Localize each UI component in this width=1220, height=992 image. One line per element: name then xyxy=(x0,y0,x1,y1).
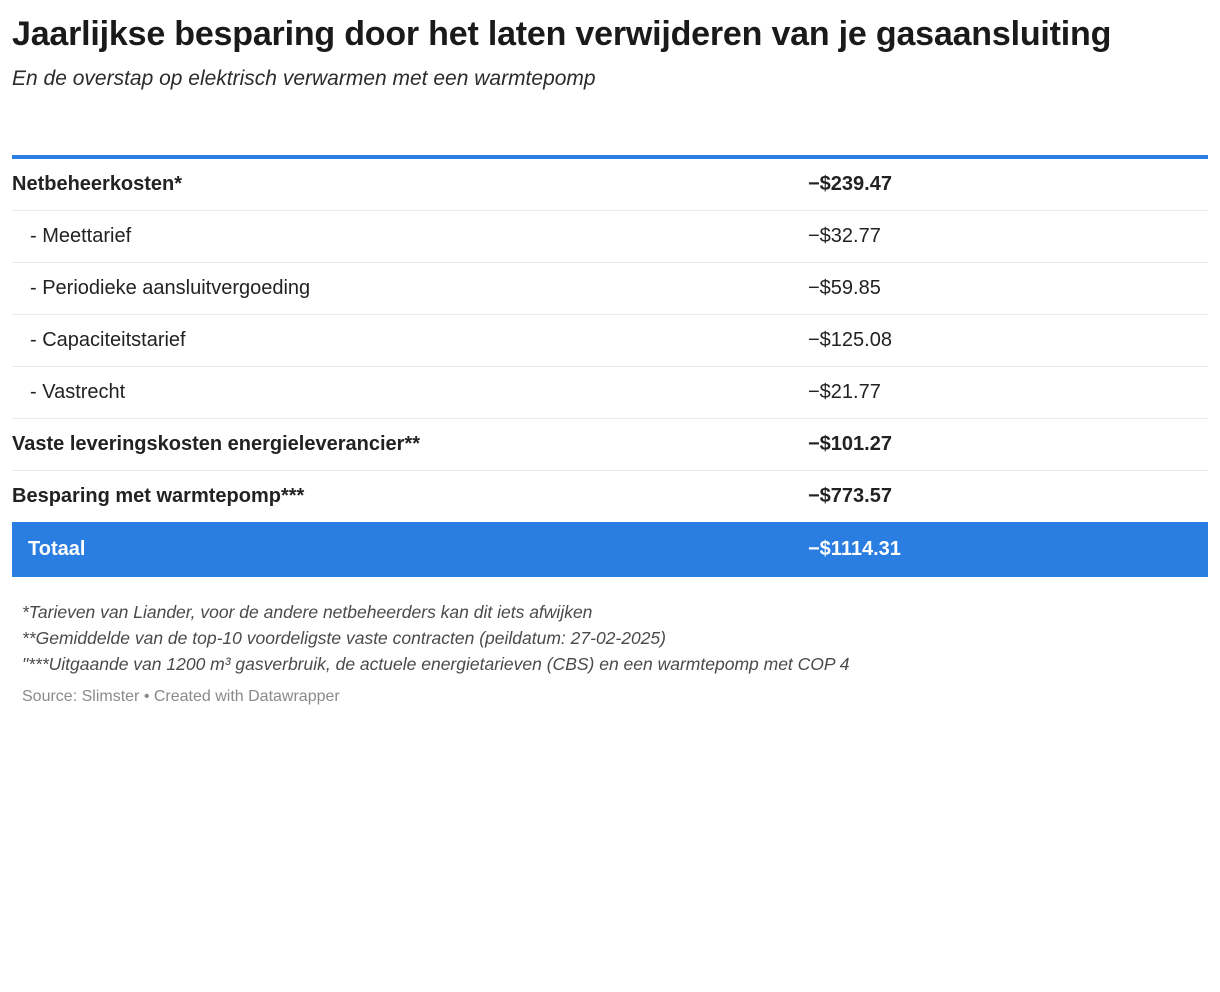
row-value: −$125.08 xyxy=(808,314,1208,366)
table-row xyxy=(12,159,1208,211)
footnote-2: **Gemiddelde van de top-10 voordeligste vaste contracten (peildatum: 27-02-2025) xyxy=(22,628,666,649)
row-value: −$773.57 xyxy=(808,484,892,507)
table-row xyxy=(12,210,1208,262)
row-label: Besparing met warmtepomp*** xyxy=(12,484,305,507)
total-value: −$1114.31 xyxy=(808,522,1208,577)
row-value: −$239.47 xyxy=(808,159,1208,211)
footnotes xyxy=(12,599,1208,678)
row-value: −$101.27 xyxy=(808,418,1208,470)
footnote-3: "***Uitgaande van 1200 m³ gasverbruik, de actuele energietarieven (CBS) en een warmtepomp met COP 4 xyxy=(22,654,850,675)
table-row xyxy=(12,418,1208,470)
savings-table xyxy=(12,159,1208,577)
table-row xyxy=(12,314,1208,366)
row-label: Vaste leveringskosten energieleverancier** xyxy=(12,418,808,470)
table-row-total xyxy=(12,522,1208,577)
page-title: Jaarlijkse besparing door het laten verwijderen van je gasaansluiting xyxy=(12,15,1112,53)
chart-subtitle: En de overstap op elektrisch verwarmen met een warmtepomp xyxy=(12,67,596,91)
footnote-1: *Tarieven van Liander, voor de andere netbeheerders kan dit iets afwijken xyxy=(22,601,593,622)
data-table-wrapper xyxy=(12,155,1208,577)
row-label: Netbeheerkosten* xyxy=(12,159,808,211)
row-label: - Meettarief xyxy=(12,210,808,262)
total-label: Totaal xyxy=(12,522,808,577)
row-label: - Periodieke aansluitvergoeding xyxy=(12,262,808,314)
table-row xyxy=(12,262,1208,314)
row-value: −$32.77 xyxy=(808,210,1208,262)
row-value: −$21.77 xyxy=(808,366,1208,418)
row-value: −$59.85 xyxy=(808,262,1208,314)
row-label: - Vastrecht xyxy=(12,366,808,418)
source-line[interactable]: Source: Slimster • Created with Datawrapper xyxy=(22,687,340,705)
table-row xyxy=(12,470,1208,522)
table-row xyxy=(12,366,1208,418)
row-label: - Capaciteitstarief xyxy=(12,314,808,366)
